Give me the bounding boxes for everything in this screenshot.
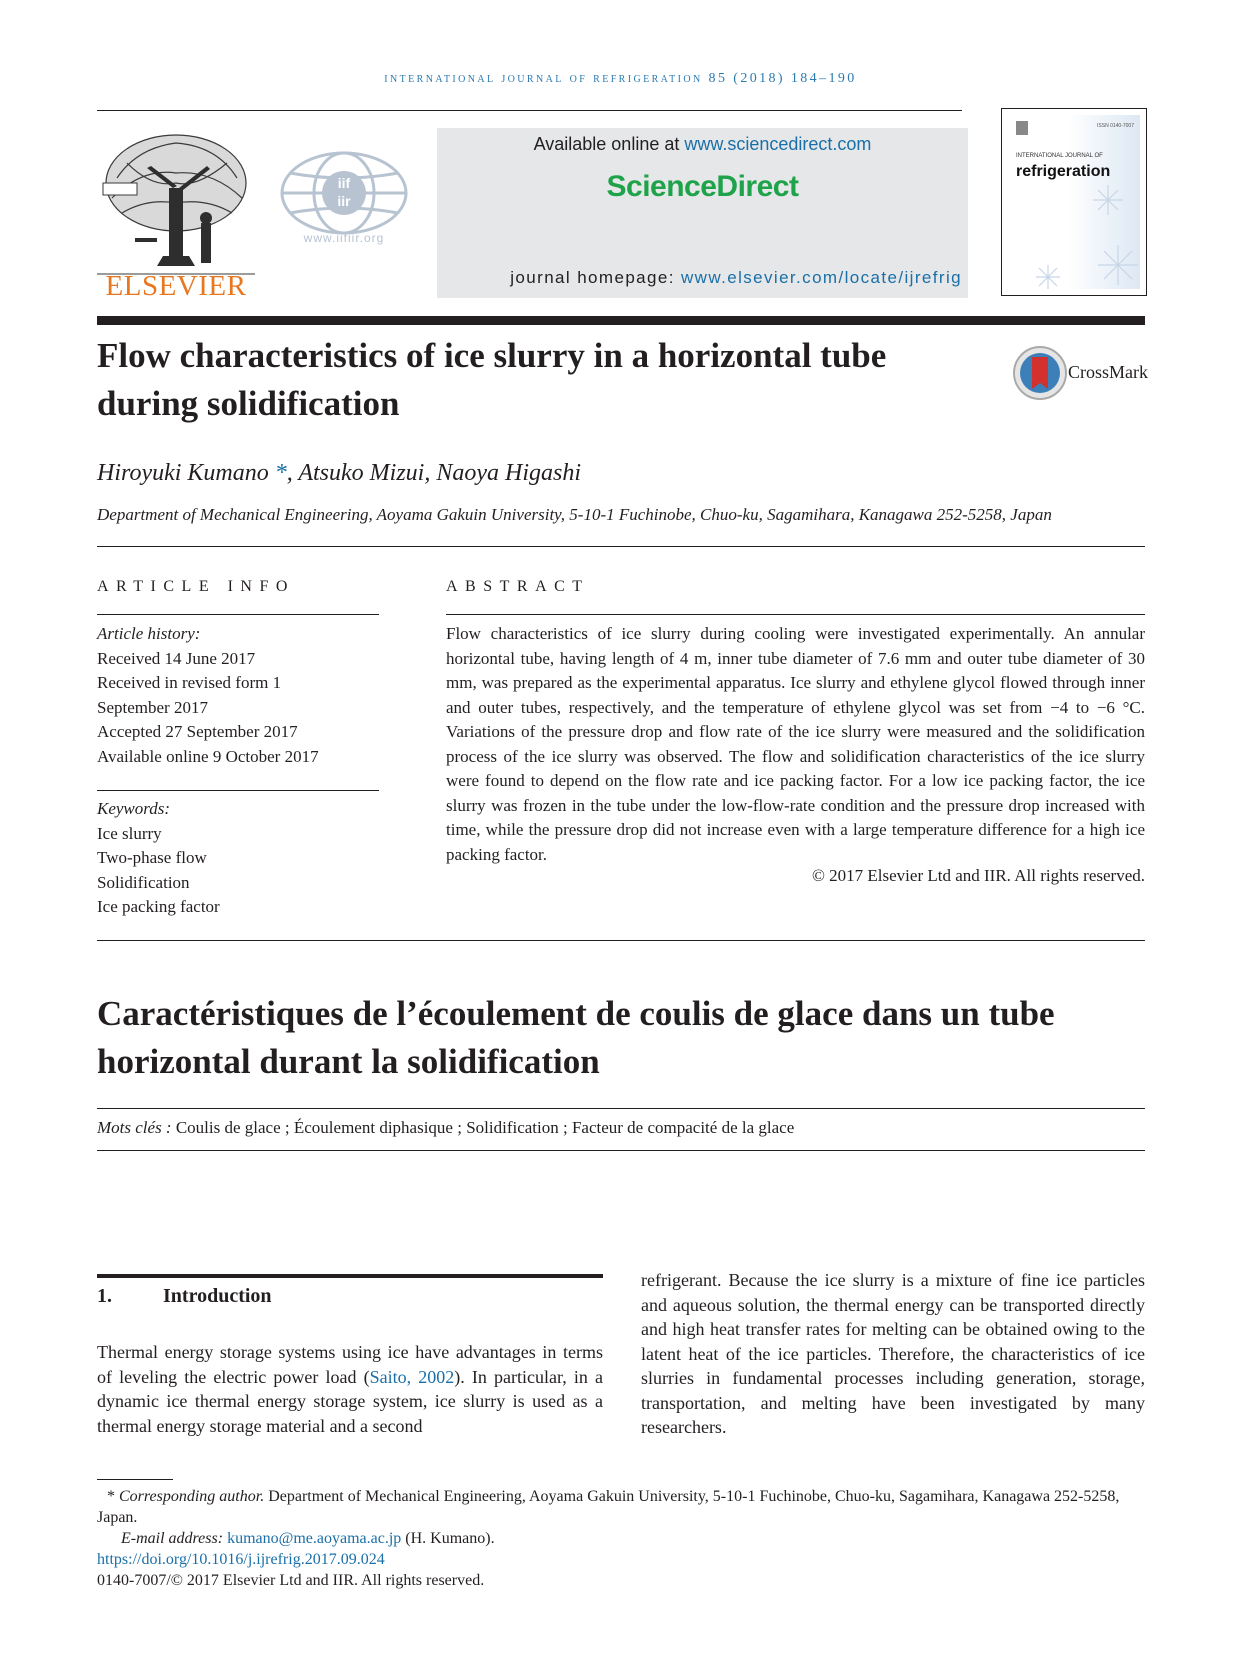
email-label: E-mail address:	[121, 1530, 228, 1547]
author-list	[97, 460, 581, 487]
affiliation: Department of Mechanical Engineering, Aoyama Gakuin University, 5-10-1 Fuchinobe, Chuo-ku, Sagamihara, Kanagawa 252-5258, Japan	[97, 505, 1052, 524]
corresponding-author-footnote	[97, 1486, 1145, 1528]
section-rule	[97, 1274, 603, 1278]
masthead-rule	[97, 316, 1145, 325]
journal-homepage-link[interactable]: www.elsevier.com/locate/ijrefrig	[681, 268, 962, 287]
intro-left-part2: ). In particular, in a dynamic ice thermal energy storage system, ice slurry is used as a thermal energy storage material and a second	[97, 1366, 603, 1436]
history-label: Article history:	[97, 624, 201, 643]
sciencedirect-link[interactable]: www.sciencedirect.com	[684, 134, 872, 154]
globe-icon	[280, 148, 408, 244]
history-item: Received 14 June 2017	[97, 648, 256, 668]
cover-small-title: INTERNATIONAL JOURNAL OF	[1016, 153, 1103, 159]
section-number: 1.	[97, 1285, 112, 1307]
abstract-text: Flow characteristics of ice slurry during cooling were investigated experimentally. An annular horizontal tube, having length of 4 m, inner tube diameter of 7.6 mm and outer tube diameter of 30 mm, was prepared as the experimental apparatus. Ice slurry and ethylene glycol flowed through inner and outer tubes, respectively, and the temperature of ethylene glycol was set from −4 to −6 °C. Variations of the pressure drop and flow rate of the ice slurry were measured and the solidification process of the ice slurry was observed. The flow and solidification characteristics of the ice slurry were found to depend on the flow rate and ice packing factor. For a low ice packing factor, the ice slurry was frozen in the tube under the low-flow-rate condition and the pressure drop increased with time, while the pressure drop did not increase even with a large temperature difference for a high ice packing factor.	[446, 624, 1145, 864]
article-title: Flow characteristics of ice slurry in a horizontal tube during solidification	[97, 336, 887, 423]
mots-cles-label: Mots clés :	[97, 1118, 176, 1137]
elsevier-wordmark: ELSEVIER	[105, 270, 247, 302]
intro-left-column	[97, 1340, 603, 1438]
french-rule-top	[97, 1108, 1145, 1109]
article-history	[97, 622, 379, 769]
crossmark-badge[interactable]	[1012, 345, 1068, 401]
corresponding-label: Corresponding author.	[119, 1488, 265, 1505]
doi-line	[97, 1549, 1145, 1570]
history-item: September 2017	[97, 697, 208, 717]
history-item: Available online 9 October 2017	[97, 746, 319, 766]
keyword-item: Solidification	[97, 872, 190, 892]
abstract-heading: ABSTRACT	[446, 578, 590, 595]
iif-iir-logo[interactable]	[280, 148, 408, 244]
intro-right-column: refrigerant. Because the ice slurry is a mixture of fine ice particles and aqueous solution, the thermal energy can be transported directly and high heat transfer rates for melting can be obtained owing to the latent heat of the ice particles. Therefore, the characteristics of ice slurries in fundamental processes including generation, storage, transportation, and melting have been investigated by many researchers.	[641, 1270, 1145, 1437]
cover-background	[1008, 115, 1140, 289]
available-online-prefix: Available online at	[533, 134, 685, 154]
article-info-heading: ARTICLE INFO	[97, 578, 295, 595]
mots-cles	[97, 1118, 794, 1138]
iif-logo-text-top: iif	[337, 175, 351, 191]
footnote-rule	[97, 1479, 173, 1480]
section-heading: Introduction	[163, 1285, 272, 1307]
footnote-mark: *	[107, 1488, 115, 1505]
keyword-item: Ice packing factor	[97, 897, 220, 916]
available-online-line	[437, 134, 968, 155]
keyword-item: Ice slurry	[97, 823, 162, 843]
authors-rest: , Atsuko Mizui, Naoya Higashi	[286, 460, 581, 486]
abstract-bottom-rule	[97, 940, 1145, 941]
citation-link[interactable]: Saito, 2002	[369, 1366, 455, 1387]
crossmark-icon	[1012, 345, 1068, 401]
journal-cover[interactable]	[1001, 108, 1147, 296]
french-rule-bottom	[97, 1150, 1145, 1151]
keywords	[97, 797, 379, 920]
author-1[interactable]: Hiroyuki Kumano	[97, 460, 275, 486]
abstract-copyright: © 2017 Elsevier Ltd and IIR. All rights reserved.	[811, 866, 1145, 885]
crossmark-label[interactable]: CrossMark	[1068, 362, 1148, 382]
keywords-rule	[97, 790, 379, 791]
french-title: Caractéristiques de l’écoulement de coulis de glace dans un tube horizontal durant la solidification	[97, 994, 1055, 1081]
iif-url[interactable]: www.iifiir.org	[303, 231, 385, 245]
issn-copyright-line: 0140-7007/© 2017 Elsevier Ltd and IIR. All rights reserved.	[97, 1572, 485, 1589]
mots-cles-list: Coulis de glace ; Écoulement diphasique ; Solidification ; Facteur de compacité de la glace	[175, 1118, 795, 1137]
tree-icon	[97, 128, 255, 278]
intro-left-part1: Thermal energy storage systems using ice have advantages in terms of leveling the electric power load (	[97, 1342, 603, 1387]
title-rule	[97, 546, 1145, 547]
email-footnote	[97, 1528, 1145, 1549]
snowflake-icon	[1008, 115, 1140, 289]
journal-homepage-line	[447, 268, 962, 288]
doi-link[interactable]: https://doi.org/10.1016/j.ijrefrig.2017.09.024	[97, 1551, 385, 1568]
keywords-label: Keywords:	[97, 799, 171, 818]
cover-issn: ISSN 0140-7007	[1097, 123, 1134, 129]
article-info-rule	[97, 614, 379, 615]
running-head: international journal of refrigeration 85 (2018) 184–190	[384, 71, 857, 86]
history-item: Received in revised form 1	[97, 673, 282, 692]
corresponding-author-mark[interactable]: *	[274, 460, 287, 486]
iif-logo-text-bottom: iir	[337, 193, 351, 209]
keyword-item: Two-phase flow	[97, 848, 207, 867]
abstract-rule	[446, 614, 1145, 615]
homepage-prefix: journal homepage:	[510, 268, 681, 287]
cover-title: refrigeration	[1016, 163, 1111, 180]
email-owner: (H. Kumano).	[401, 1530, 495, 1547]
header-rule	[97, 110, 962, 111]
sciencedirect-brand[interactable]: ScienceDirect	[606, 170, 799, 203]
corresponding-text: Department of Mechanical Engineering, Aoyama Gakuin University, 5-10-1 Fuchinobe, Chuo-ku, Sagamihara, Kanagawa 252-5258, Japan.	[97, 1488, 1120, 1526]
history-item: Accepted 27 September 2017	[97, 722, 298, 741]
email-link[interactable]: kumano@me.aoyama.ac.jp	[227, 1530, 402, 1547]
